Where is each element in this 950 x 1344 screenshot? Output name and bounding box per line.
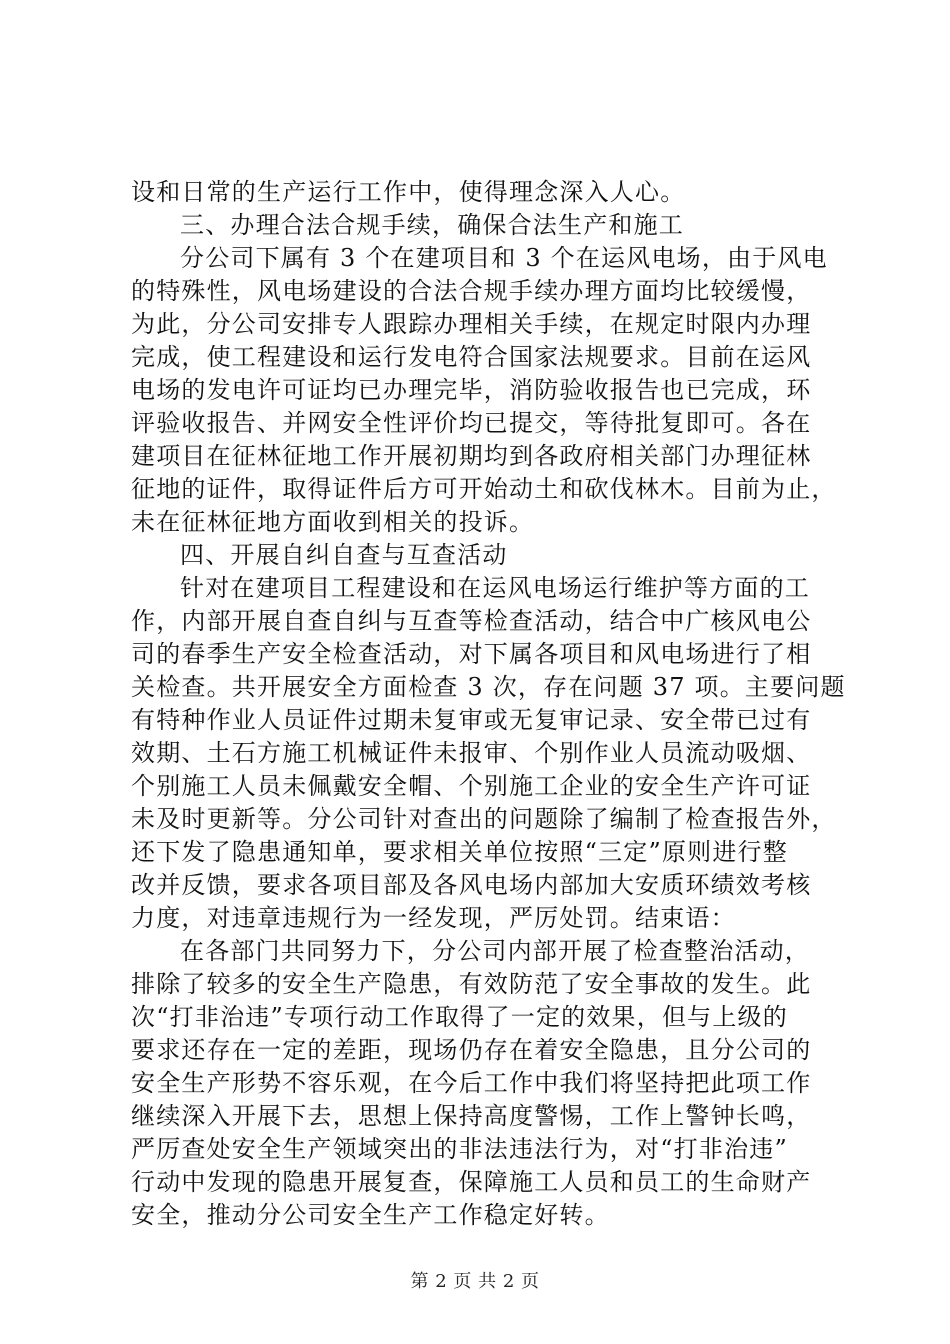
body-line: 为此，分公司安排专人跟踪办理相关手续，在规定时限内办理	[131, 310, 812, 338]
body-line: 针对在建项目工程建设和在运风电场运行维护等方面的工	[180, 574, 810, 602]
body-line: 电场的发电许可证均已办理完毕，消防验收报告也已完成，环	[131, 376, 812, 404]
body-line: 有特种作业人员证件过期未复审或无复审记录、安全带已过有	[131, 706, 812, 734]
body-line: 司的春季生产安全检查活动，对下属各项目和风电场进行了相	[131, 640, 812, 668]
body-line: 安全，推动分公司安全生产工作稳定好转。	[131, 1201, 610, 1229]
body-line: 改并反馈，要求各项目部及各风电场内部加大安质环绩效考核	[131, 871, 812, 899]
body-line: 行动中发现的隐患开展复查，保障施工人员和员工的生命财产	[131, 1168, 812, 1196]
body-line: 个别施工人员未佩戴安全帽、个别施工企业的安全生产许可证	[131, 772, 812, 800]
page-number-footer: 第 2 页 共 2 页	[410, 1271, 540, 1292]
section-heading: 三、办理合法合规手续，确保合法生产和施工	[180, 211, 684, 239]
body-line: 未及时更新等。分公司针对查出的问题除了编制了检查报告外，	[131, 805, 837, 833]
body-line: 征地的证件，取得证件后方可开始动土和砍伐林木。目前为止，	[131, 475, 837, 503]
body-line: 设和日常的生产运行工作中，使得理念深入人心。	[131, 178, 686, 206]
body-line: 作，内部开展自查自纠与互查等检查活动，结合中广核风电公	[131, 607, 812, 635]
body-line: 的特殊性，风电场建设的合法合规手续办理方面均比较缓慢，	[131, 277, 812, 305]
body-line: 分公司下属有 3 个在建项目和 3 个在运风电场，由于风电	[180, 244, 828, 272]
body-line: 次“打非治违”专项行动工作取得了一定的效果，但与上级的	[131, 1003, 788, 1031]
body-line: 评验收报告、并网安全性评价均已提交，等待批复即可。各在	[131, 409, 812, 437]
body-line: 安全生产形势不容乐观，在今后工作中我们将坚持把此项工作	[131, 1069, 812, 1097]
body-line: 严厉查处安全生产领域突出的非法违法行为，对“打非治违”	[131, 1135, 788, 1163]
body-line: 要求还存在一定的差距，现场仍存在着安全隐患，且分公司的	[131, 1036, 812, 1064]
section-heading: 四、开展自纠自查与互查活动	[180, 541, 508, 569]
body-line: 排除了较多的安全生产隐患，有效防范了安全事故的发生。此	[131, 970, 812, 998]
body-line: 还下发了隐患通知单，要求相关单位按照“三定”原则进行整	[131, 838, 788, 866]
body-line: 在各部门共同努力下，分公司内部开展了检查整治活动，	[180, 937, 810, 965]
body-line: 未在征林征地方面收到相关的投诉。	[131, 508, 535, 536]
body-line: 力度，对违章违规行为一经发现，严厉处罚。结束语：	[131, 904, 736, 932]
body-line: 效期、土石方施工机械证件未报审、个别作业人员流动吸烟、	[131, 739, 812, 767]
body-line: 完成，使工程建设和运行发电符合国家法规要求。目前在运风	[131, 343, 812, 371]
body-line: 建项目在征林征地工作开展初期均到各政府相关部门办理征林	[131, 442, 812, 470]
body-line: 继续深入开展下去，思想上保持高度警惕，工作上警钟长鸣，	[131, 1102, 812, 1130]
body-line: 关检查。共开展安全方面检查 3 次，存在问题 37 项。主要问题	[131, 673, 846, 701]
